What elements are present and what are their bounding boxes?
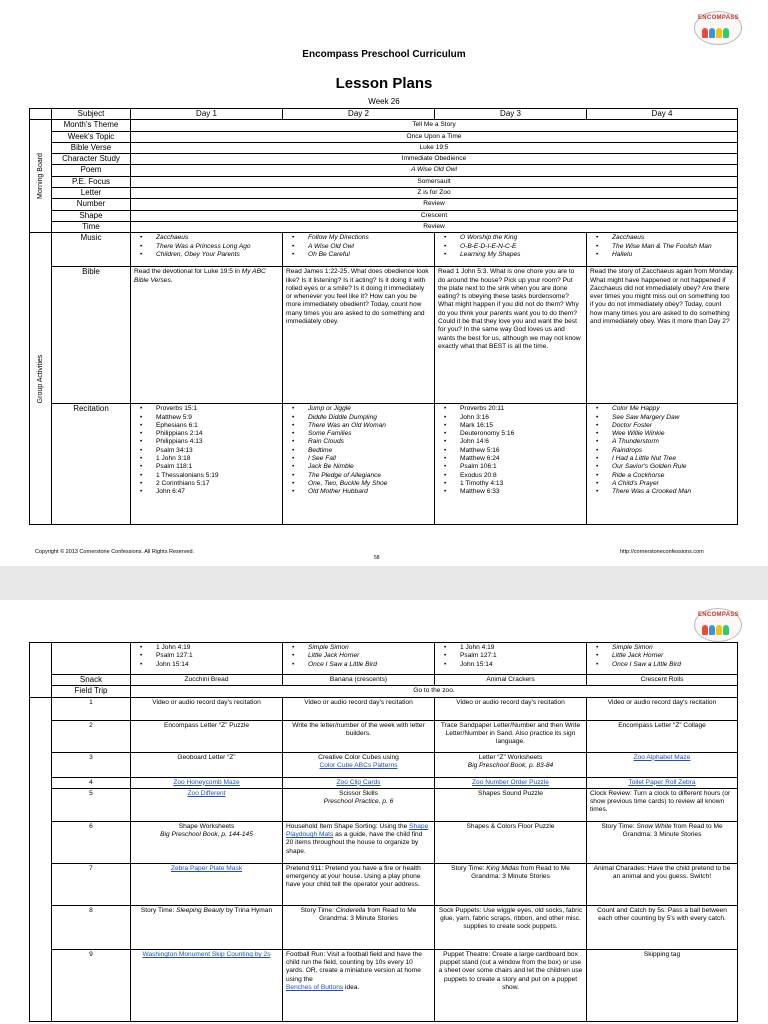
activity-row bbox=[30, 863, 738, 905]
row-subject: Bible Verse bbox=[52, 142, 131, 153]
recitation-cont-day-3: • 1 John 4:19 • Psalm 127:1 • John 15:14 bbox=[435, 643, 587, 675]
row-value: Once Upon a Time bbox=[131, 131, 738, 142]
header-day-4: Day 4 bbox=[587, 109, 738, 120]
row-subject: Month's Theme bbox=[52, 120, 131, 131]
activity-day-3: Story Time: King Midas from Read to Me Grandma: 3 Minute Stories bbox=[435, 863, 587, 905]
row-subject: Character Study bbox=[52, 154, 131, 165]
morning-row bbox=[30, 199, 738, 210]
activity-number: 5 bbox=[52, 788, 131, 821]
morning-row bbox=[30, 221, 738, 232]
activity-number: 9 bbox=[52, 949, 131, 1021]
shape-playdough-mats-link[interactable]: Shape Playdough Mats bbox=[286, 822, 429, 839]
header-day-2: Day 2 bbox=[283, 109, 435, 120]
activity-row bbox=[30, 697, 738, 720]
morning-row bbox=[30, 131, 738, 142]
zoo-different-link[interactable]: Zoo Different bbox=[187, 789, 226, 797]
activity-day-3: Shapes Sound Puzzle bbox=[435, 788, 587, 821]
activity-day-1: Shape Worksheets Big Preschool Book, p. 144-145 bbox=[131, 821, 283, 863]
recitation-cont-day-1: • 1 John 4:19 • Psalm 127:1 • John 15:14 bbox=[131, 643, 283, 675]
zoo-number-order-puzzle-link[interactable]: Zoo Number Order Puzzle bbox=[472, 778, 549, 786]
row-subject: Bible bbox=[52, 267, 131, 404]
header-day-3: Day 3 bbox=[435, 109, 587, 120]
recitation-cont-day-2: • Simple Simon • Little Jack Horner • Once I Saw a Little Bird bbox=[283, 643, 435, 675]
recitation-day-4: • Color Me Happy • See Saw Margery Daw • Doctor Foster • Wee Willie Winkie • A Thunderstorm • Raindrops • I Had a Little Nut Tree • Our Savior's Golden Rule • Ride a Cockhorse • A Child's Prayer • There Was a Crooked Man bbox=[587, 404, 738, 525]
activity-number: 8 bbox=[52, 905, 131, 949]
snack-day-3: Animal Crackers bbox=[435, 675, 587, 686]
morning-row bbox=[30, 188, 738, 199]
music-day-1: • Zacchaeus • There Was a Princess Long Ago • Children, Obey Your Parents bbox=[131, 233, 283, 267]
activity-day-2: Pretend 911: Pretend you have a fire or health emergency at your house. Using a play phone have your child tell the operator your address. bbox=[283, 863, 435, 905]
activity-day-3: Puppet Theatre: Create a large cardboard box puppet stand (cut a window from the box) or use a sheet over some chairs and let the children use puppets to create a story and put on a puppet show. bbox=[435, 949, 587, 1021]
activity-day-2: Creative Color Cubes using Color Cube ABCs Patterns bbox=[283, 752, 435, 777]
row-subject: Number bbox=[52, 199, 131, 210]
row-subject: P.E. Focus bbox=[52, 176, 131, 187]
activity-row bbox=[30, 788, 738, 821]
row-value: Z is for Zoo bbox=[131, 188, 738, 199]
activity-number: 7 bbox=[52, 863, 131, 905]
bible-day-1: Read the devotional for Luke 19:5 in My ABC Bible Verses. bbox=[131, 267, 283, 404]
row-subject: Music bbox=[52, 233, 131, 267]
activity-day-4: Video or audio record day's recitation bbox=[587, 697, 738, 720]
page-separator bbox=[0, 566, 768, 600]
row-value: A Wise Old Owl bbox=[131, 165, 738, 176]
recitation-day-2: • Jump or Jiggle • Diddle Diddle Dumpling • There Was an Old Woman • Some Families • Rain Clouds • Bedtime • I See Fall • Jack Be Nimble • The Pledge of Allegiance • One, Two, Buckle My Shoe • Old Mother Hubbard bbox=[283, 404, 435, 525]
row-value: Review bbox=[131, 199, 738, 210]
morning-row bbox=[30, 142, 738, 153]
activity-day-3: Video or audio record day's recitation bbox=[435, 697, 587, 720]
group-activities-label: Group Activities bbox=[30, 233, 52, 525]
music-day-2: • Follow My Directions • A Wise Old Owl • Oh Be Careful bbox=[283, 233, 435, 267]
row-value: Luke 19:5 bbox=[131, 142, 738, 153]
activity-number: 2 bbox=[52, 720, 131, 752]
activity-day-2 bbox=[283, 777, 435, 788]
row-subject: Recitation bbox=[52, 404, 131, 525]
activity-day-3: Shapes & Colors Floor Puzzle bbox=[435, 821, 587, 863]
row-subject: Time bbox=[52, 221, 131, 232]
toilet-paper-roll-zebra-link[interactable]: Toilet Paper Roll Zebra bbox=[628, 778, 696, 786]
page-title: Lesson Plans bbox=[335, 75, 433, 92]
morning-row bbox=[30, 176, 738, 187]
bible-day-2: Read James 1:22-25. What does obedience look like? Is it listening? Is it acting? Is it doing it with rolled eyes or a smile? Is it doing it immediately or whenever you feel like it? How can you be more immediately obedient? Today, count how many times you are asked to do something and immediately obey. bbox=[283, 267, 435, 404]
recitation-row bbox=[30, 404, 738, 525]
row-subject: Letter bbox=[52, 188, 131, 199]
children-figures-icon bbox=[702, 622, 732, 634]
activities-side-cell bbox=[30, 697, 52, 1021]
morning-row bbox=[30, 154, 738, 165]
activity-day-4: Count and Catch by 5s: Pass a ball between each other counting by 5's with every catch. bbox=[587, 905, 738, 949]
zoo-honeycomb-maze-link[interactable]: Zoo Honeycomb Maze bbox=[173, 778, 240, 786]
bible-row bbox=[30, 267, 738, 404]
activity-row bbox=[30, 949, 738, 1021]
morning-row bbox=[30, 210, 738, 221]
row-value: Review bbox=[131, 221, 738, 232]
row-value: Immediate Obedience bbox=[131, 154, 738, 165]
zoo-alphabet-maze-link[interactable]: Zoo Alphabet Maze bbox=[633, 753, 691, 761]
website-url: http://cornerstoneconfessions.com bbox=[620, 549, 704, 555]
activity-day-1 bbox=[131, 788, 283, 821]
row-subject: Shape bbox=[52, 210, 131, 221]
row-value: Somersault bbox=[131, 176, 738, 187]
header-row bbox=[30, 109, 738, 120]
row-subject-empty bbox=[52, 643, 131, 675]
row-subject: Field Trip bbox=[52, 686, 131, 697]
field-trip-row bbox=[30, 686, 738, 697]
music-day-3: • O Worship the King • O-B-E-D-I-E-N-C-E • Learning My Shapes bbox=[435, 233, 587, 267]
bible-day-3: Read 1 John 5:3. What is one chore you are to do around the house? Pick up your room? Put the plate next to the sink when you are done eating? Is obeying these tasks burdensome? What might happen if you did not do them? Why do you think your parents want you to do them? Could it be that they love you and want the best for you? In the same way God loves us and wants the best for us, although we may not know exactly what that BEST is all the time. bbox=[435, 267, 587, 404]
activity-day-1: Geoboard Letter “Z” bbox=[131, 752, 283, 777]
lesson-plan-table-continued bbox=[29, 642, 738, 1022]
activity-day-4: Animal Charades: Have the child pretend to be an animal and you guess. Switch! bbox=[587, 863, 738, 905]
activity-day-2: Video or audio record day's recitation bbox=[283, 697, 435, 720]
header-subject: Subject bbox=[52, 109, 131, 120]
activity-day-3: Letter “Z” Worksheets Big Preschool Book, p. 83-84 bbox=[435, 752, 587, 777]
activity-row bbox=[30, 752, 738, 777]
zoo-clip-cards-link[interactable]: Zoo Clip Cards bbox=[336, 778, 381, 786]
activity-day-1: Story Time: Sleeping Beauty by Trina Hyman bbox=[131, 905, 283, 949]
children-figures-icon bbox=[702, 25, 732, 37]
activity-day-3: Trace Sandpaper Letter/Number and then Write Letter/Number in Sand. Also practice its sign language. bbox=[435, 720, 587, 752]
week-label: Week 26 bbox=[368, 97, 400, 106]
activity-number: 6 bbox=[52, 821, 131, 863]
activity-row bbox=[30, 777, 738, 788]
activity-row bbox=[30, 905, 738, 949]
morning-row bbox=[30, 165, 738, 176]
morning-board-label: Morning Board bbox=[30, 120, 52, 233]
lesson-plan-table bbox=[29, 108, 738, 525]
activity-day-4 bbox=[587, 752, 738, 777]
activity-day-4 bbox=[587, 777, 738, 788]
zebra-paper-plate-mask-link[interactable]: Zebra Paper Plate Mask bbox=[170, 864, 243, 872]
activity-day-2: Household Item Shape Sorting: Using the Shape Playdough Mats as a guide, have the child find 20 items throughout the house to organize by shape. bbox=[283, 821, 435, 863]
activity-day-4: Skipping tag bbox=[587, 949, 738, 1021]
activity-number: 3 bbox=[52, 752, 131, 777]
color-cube-abcs-link[interactable]: Color Cube ABCs Patterns bbox=[319, 761, 398, 769]
encompass-logo: ENCOMPASS bbox=[694, 608, 742, 642]
group-activities-label-continued bbox=[30, 643, 52, 698]
header-day-1: Day 1 bbox=[131, 109, 283, 120]
activity-day-2: Write the letter/number of the week with letter builders. bbox=[283, 720, 435, 752]
recitation-continued-row bbox=[30, 643, 738, 675]
activity-day-3 bbox=[435, 777, 587, 788]
activity-day-4: Clock Review: Turn a clock to different hours (or show previous time cards) to review all known times. bbox=[587, 788, 738, 821]
activity-day-1 bbox=[131, 949, 283, 1021]
page-number: 58 bbox=[374, 555, 380, 561]
snack-day-1: Zucchini Bread bbox=[131, 675, 283, 686]
curriculum-title: Encompass Preschool Curriculum bbox=[302, 49, 466, 60]
row-subject: Week's Topic bbox=[52, 131, 131, 142]
activity-row bbox=[30, 821, 738, 863]
activity-day-1: Encompass Letter “Z” Puzzle bbox=[131, 720, 283, 752]
activity-day-1 bbox=[131, 777, 283, 788]
washington-monument-skip-counting-link[interactable]: Washington Monument Skip Counting by 2s bbox=[142, 950, 271, 958]
copyright-notice: Copyright © 2013 Cornerstone Confessions. All Rights Reserved. bbox=[35, 549, 195, 555]
row-subject: Poem bbox=[52, 165, 131, 176]
row-subject: Snack bbox=[52, 675, 131, 686]
activity-day-3: Sock Puppets: Use wiggle eyes, old socks, fabric glue, yarn, fabric scraps, ribbon, and other misc. supplies to create sock puppets. bbox=[435, 905, 587, 949]
benches-of-buttons-link[interactable]: Benches of Buttons bbox=[286, 984, 344, 992]
snack-day-4: Crescent Rolls bbox=[587, 675, 738, 686]
activity-row bbox=[30, 720, 738, 752]
recitation-day-3: • Proverbs 20:11 • John 3:16 • Mark 16:15 • Deuteronomy 5:16 • John 14:6 • Matthew 5:16 • Matthew 6:24 • Psalm 106:1 • Exodus 20:8 • 1 Timothy 4:13 • Matthew 6:33 bbox=[435, 404, 587, 525]
activity-day-4: Story Time: Snow White from Read to Me Grandma: 3 Minute Stories bbox=[587, 821, 738, 863]
recitation-day-1: • Proverbs 15:1 • Matthew 5:9 • Ephesians 6:1 • Philippians 2:14 • Philippians 4:13 • Psalm 34:13 • 1 John 3:18 • Psalm 118:1 • 1 Thessalonians 5:19 • 2 Corinthians 5:17 • John 6:47 bbox=[131, 404, 283, 525]
encompass-logo: ENCOMPASS bbox=[694, 11, 742, 45]
music-day-4: • Zacchaeus • The Wise Man & The Foolish Man • Hallelu bbox=[587, 233, 738, 267]
morning-row bbox=[30, 120, 738, 131]
activity-day-2: Story Time: Cinderella from Read to Me Grandma: 3 Minute Stories bbox=[283, 905, 435, 949]
music-row bbox=[30, 233, 738, 267]
activity-day-1 bbox=[131, 863, 283, 905]
lesson-plan-page-2 bbox=[0, 600, 768, 1024]
bible-day-4: Read the story of Zacchaeus again from Monday. What might have happened or not happened if Zacchaeus did not immediately obey? Are there ever times you might miss out on something too if you do not immediately obey? Today, count how many times you are asked to do something and immediately obey. Was it more than Day 2? bbox=[587, 267, 738, 404]
row-value: Tell Me a Story bbox=[131, 120, 738, 131]
snack-day-2: Banana (crescents) bbox=[283, 675, 435, 686]
corner-cell bbox=[30, 109, 52, 120]
activity-day-2: Scissor Skills Preschool Practice, p. 6 bbox=[283, 788, 435, 821]
row-value: Crescent bbox=[131, 210, 738, 221]
activity-number: 1 bbox=[52, 697, 131, 720]
activity-day-4: Encompass Letter “Z” Collage bbox=[587, 720, 738, 752]
field-trip-value: Go to the zoo. bbox=[131, 686, 738, 697]
recitation-cont-day-4: • Simple Simon • Little Jack Horner • Once I Saw a Little Bird bbox=[587, 643, 738, 675]
activity-day-1: Video or audio record day's recitation bbox=[131, 697, 283, 720]
activity-number: 4 bbox=[52, 777, 131, 788]
snack-row bbox=[30, 675, 738, 686]
activity-day-2: Football Run: Visit a football field and have the child run the field, counting by 10s every 10 yards. OR, create a miniature version at home using the Benches of Buttons idea. bbox=[283, 949, 435, 1021]
